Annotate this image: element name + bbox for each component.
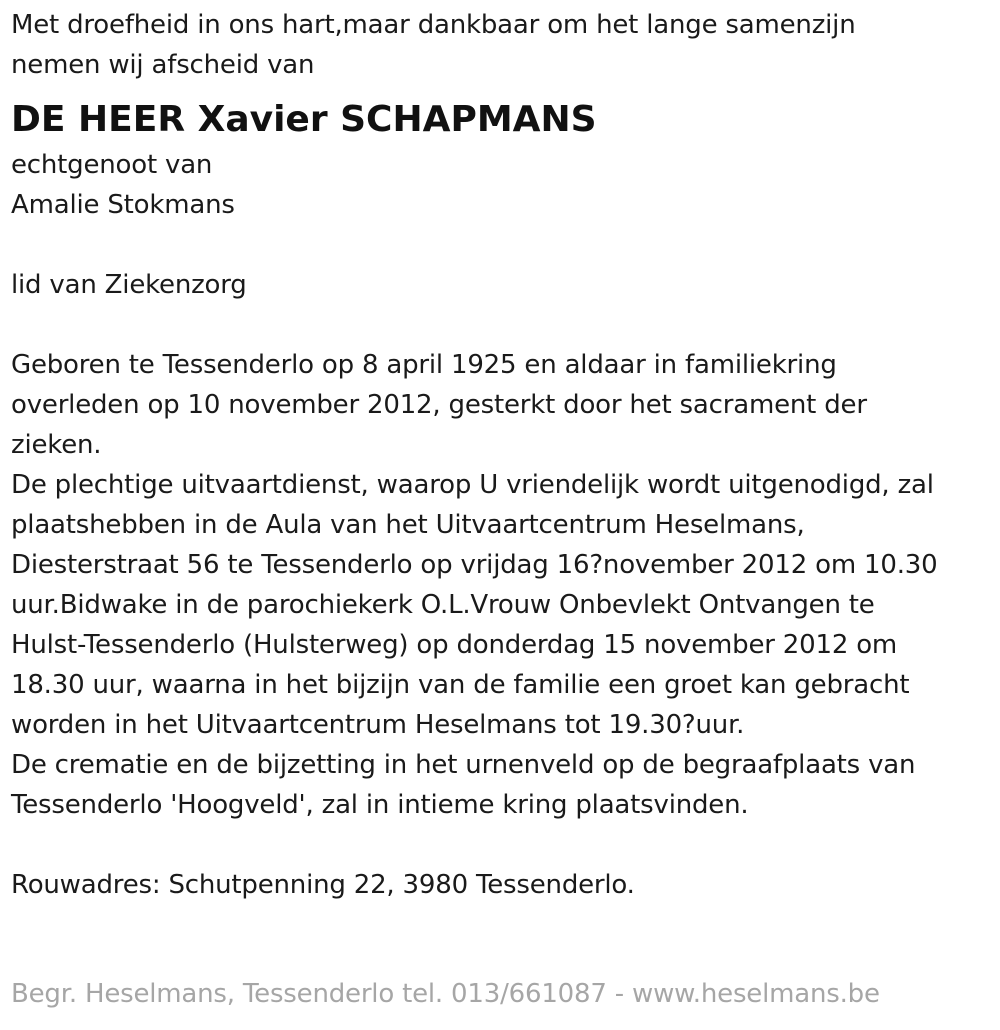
- spacer: [11, 225, 991, 265]
- spacer: [11, 825, 991, 865]
- body-line: De plechtige uitvaartdienst, waarop U vriendelijk wordt uitgenodigd, zal: [11, 470, 934, 500]
- death-notice: [11, 5, 991, 905]
- body-line: worden in het Uitvaartcentrum Heselmans tot 19.30?uur.: [11, 710, 745, 740]
- mourning-address: Rouwadres: Schutpenning 22, 3980 Tessenderlo.: [11, 870, 635, 900]
- body-line: plaatshebben in de Aula van het Uitvaartcentrum Heselmans,: [11, 510, 805, 540]
- body-line: Geboren te Tessenderlo op 8 april 1925 en aldaar in familiekring: [11, 350, 837, 380]
- body-line: De crematie en de bijzetting in het urnenveld op de begraafplaats van: [11, 750, 916, 780]
- body-line: zieken.: [11, 430, 102, 460]
- body-line: uur.Bidwake in de parochiekerk O.L.Vrouw Onbevlekt Ontvangen te: [11, 590, 875, 620]
- spacer: [11, 305, 991, 345]
- membership-text: lid van Ziekenzorg: [11, 270, 247, 300]
- notice-body: [11, 345, 991, 825]
- intro-line-2: nemen wij afscheid van: [11, 50, 315, 80]
- body-line: Tessenderlo 'Hoogveld', zal in intieme kring plaatsvinden.: [11, 790, 749, 820]
- relation-text: echtgenoot van: [11, 150, 213, 180]
- funeral-home-footer: Begr. Heselmans, Tessenderlo tel. 013/661087 - www.heselmans.be: [11, 979, 880, 1009]
- body-line: 18.30 uur, waarna in het bijzijn van de familie een groet kan gebracht: [11, 670, 910, 700]
- deceased-name: DE HEER Xavier SCHAPMANS: [11, 99, 597, 140]
- body-line: overleden op 10 november 2012, gesterkt door het sacrament der: [11, 390, 867, 420]
- spouse-name: Amalie Stokmans: [11, 190, 235, 220]
- body-line: Hulst-Tessenderlo (Hulsterweg) op donderdag 15 november 2012 om: [11, 630, 898, 660]
- intro-line-1: Met droefheid in ons hart,maar dankbaar om het lange samenzijn: [11, 10, 856, 40]
- body-line: Diesterstraat 56 te Tessenderlo op vrijdag 16?november 2012 om 10.30: [11, 550, 938, 580]
